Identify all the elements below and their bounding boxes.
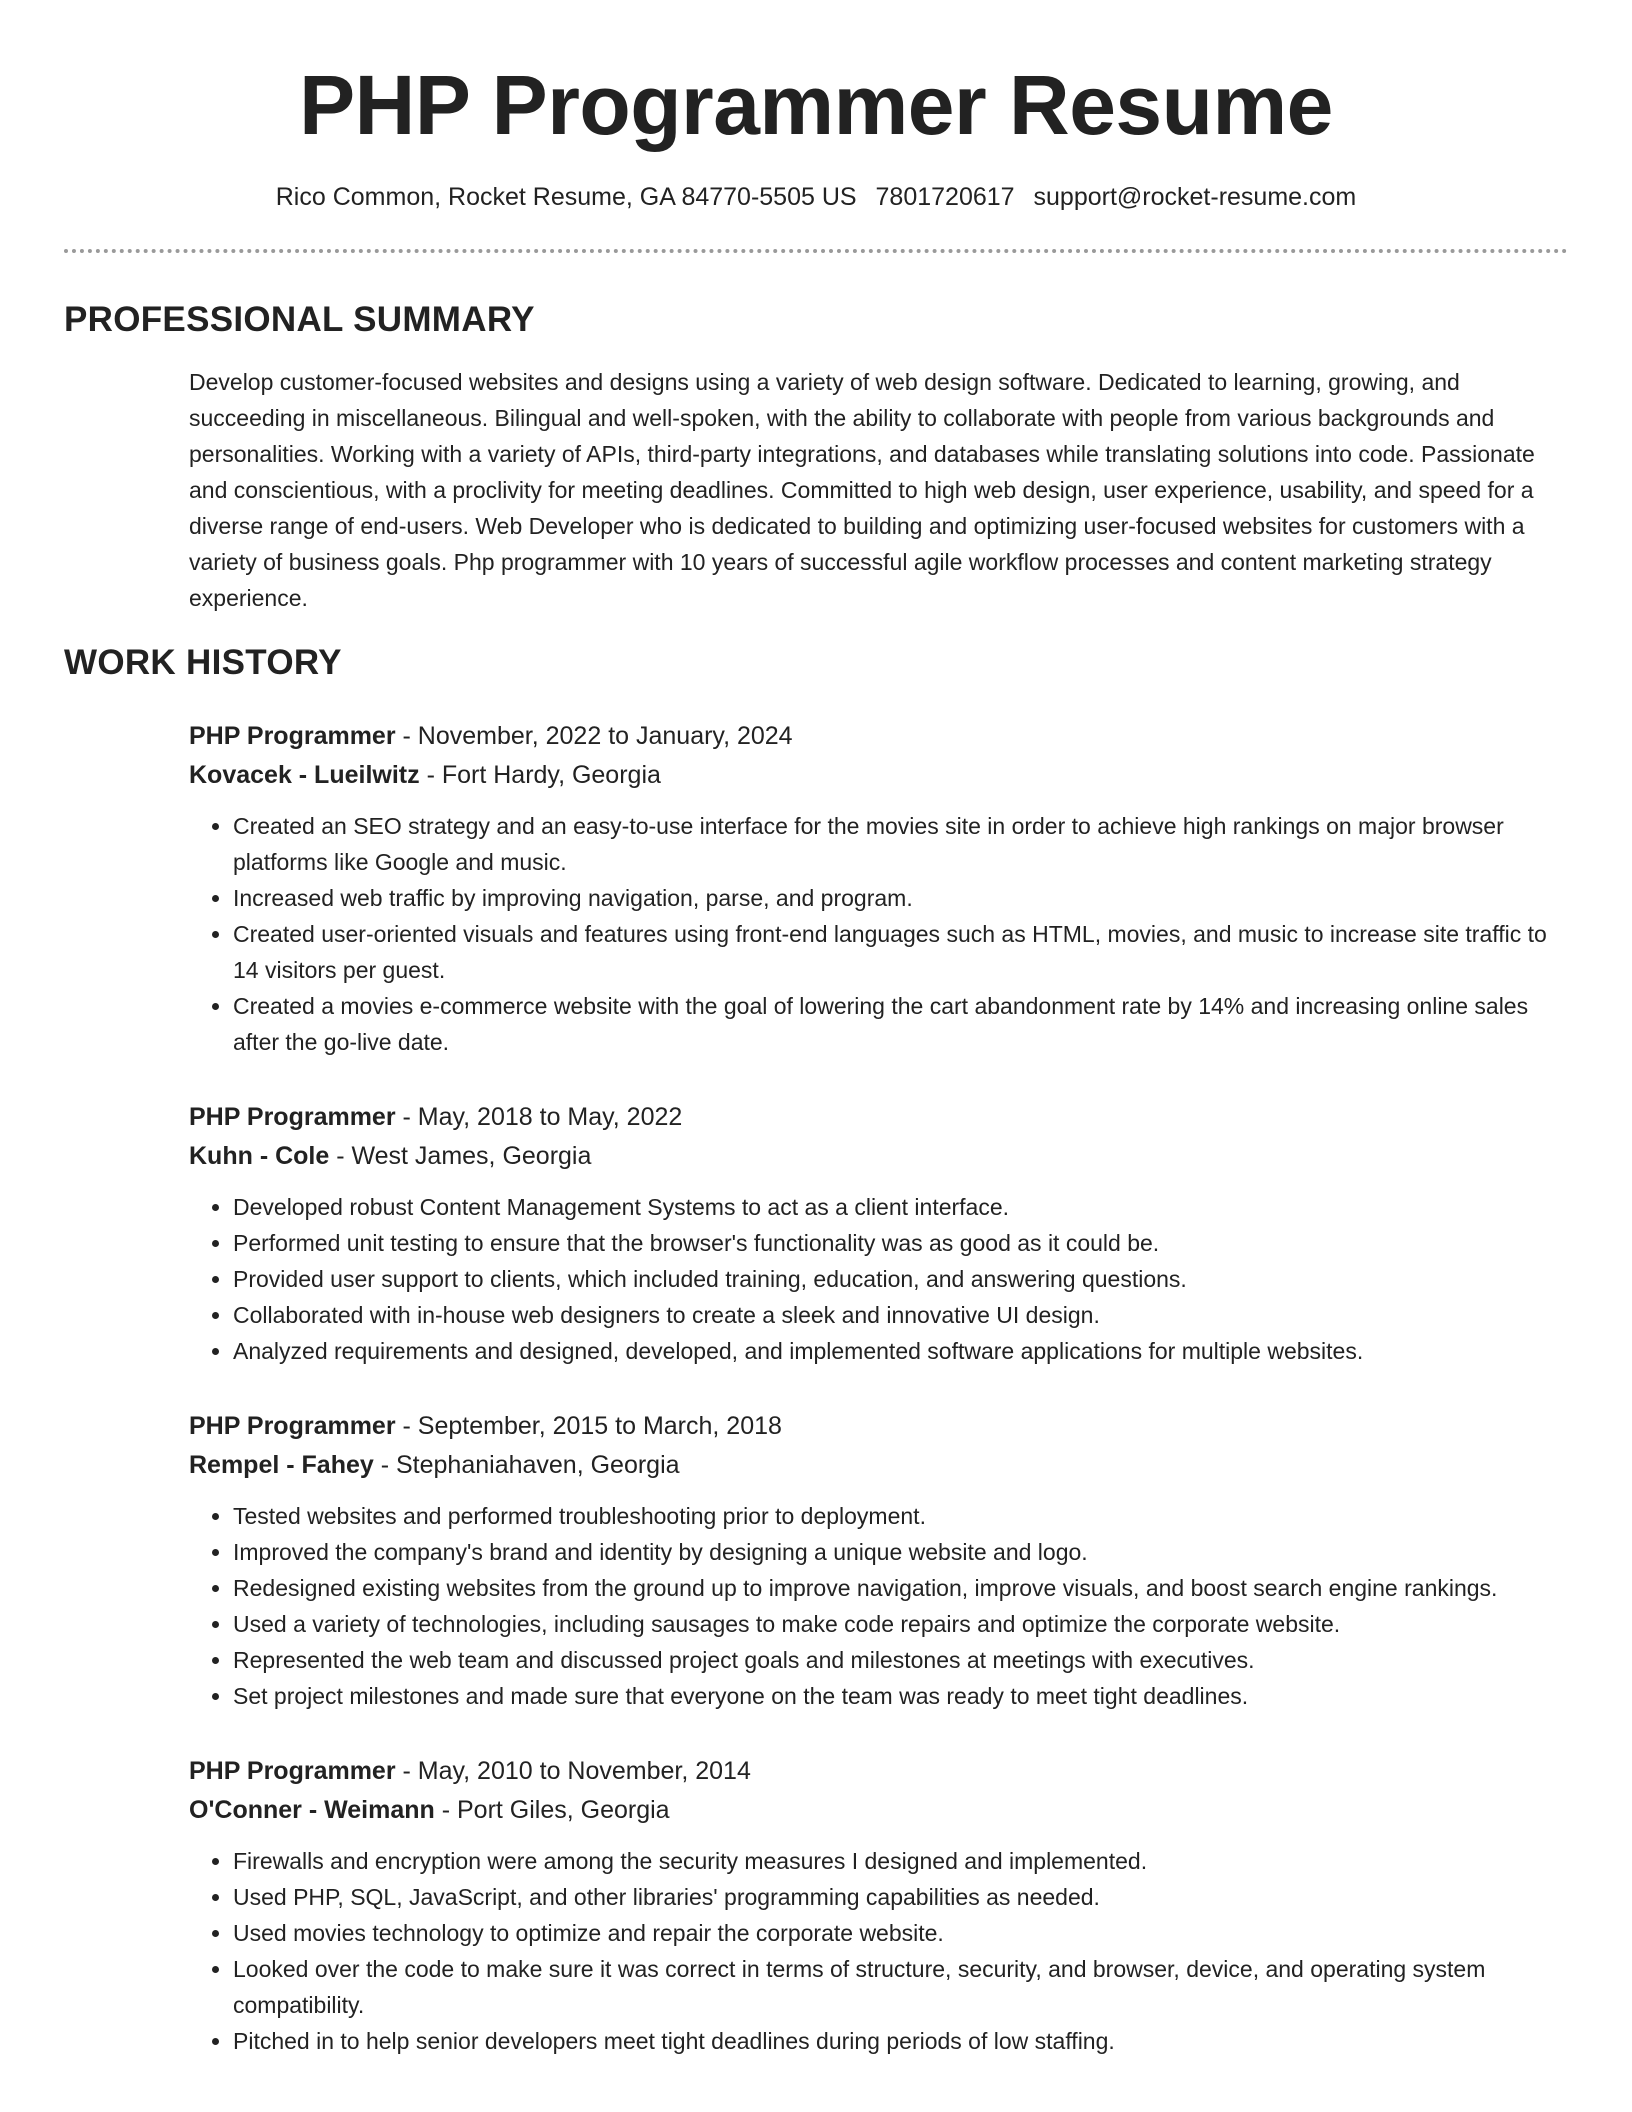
bullet-item: • Pitched in to help senior developers meet tight deadlines during periods of low staffing. [233,2023,1568,2059]
job-company: Kovacek - Lueilwitz [189,761,420,789]
bullet-item: • Firewalls and encryption were among the security measures I designed and implemented. [233,1843,1568,1879]
bullet-item: • Used PHP, SQL, JavaScript, and other libraries' programming capabilities as needed. [233,1879,1568,1915]
job-company-line [189,1791,1568,1830]
job-title-line [189,1098,1568,1137]
job-bullets [189,808,1568,1060]
contact-line [0,180,1632,214]
bullet-item: • Redesigned existing websites from the ground up to improve navigation, improve visuals, and boost search engine rankings. [233,1570,1568,1606]
job-list [189,717,1568,2059]
job-location: - Port Giles, Georgia [434,1796,670,1824]
job-dates: - September, 2015 to March, 2018 [395,1412,782,1440]
job-title: PHP Programmer [189,1103,396,1131]
bullet-item: • Represented the web team and discussed project goals and milestones at meetings with executives. [233,1642,1568,1678]
job-title-line [189,1752,1568,1791]
job-company-line [189,1137,1568,1176]
summary-text: Develop customer-focused websites and designs using a variety of web design software. Dedicated to learning, growing, and succeeding in miscellaneous. Bilingual and well-spoken, with the ability to collaborate with people from various backgrounds and personalities. Working with a variety of APIs, third-party integrations, and databases while translating solutions into code. Passionate and conscientious, with a proclivity for meeting deadlines. Committed to high web design, user experience, usability, and speed for a diverse range of end-users. Web Developer who is dedicated to building and optimizing user-focused websites for customers with a variety of business goals. Php programmer with 10 years of successful agile workflow processes and content marketing strategy experience. [189,369,1535,611]
job-title: PHP Programmer [189,722,396,750]
bullet-item: • Used movies technology to optimize and repair the corporate website. [233,1915,1568,1951]
bullet-item: • Provided user support to clients, which included training, education, and answering questions. [233,1261,1568,1297]
bullet-item: • Created a movies e-commerce website with the goal of lowering the cart abandonment rate by 14% and increasing online sales after the go-live date. [233,988,1568,1060]
job-location: - West James, Georgia [329,1142,592,1170]
resume-title: PHP Programmer Resume [299,58,1333,152]
summary-heading: PROFESSIONAL SUMMARY [64,300,535,339]
work-history-heading: WORK HISTORY [64,643,342,682]
job-entry [189,717,1568,1060]
job-title-line [189,717,1568,756]
job-bullets [189,1189,1568,1369]
job-dates: - May, 2018 to May, 2022 [395,1103,683,1131]
job-company: Rempel - Fahey [189,1451,374,1479]
resume-content [64,296,1568,2059]
bullet-item: • Created user-oriented visuals and features using front-end languages such as HTML, movies, and music to increase site traffic to 14 visitors per guest. [233,916,1568,988]
contact-phone: 7801720617 [875,183,1015,211]
bullet-item: • Tested websites and performed troubleshooting prior to deployment. [233,1498,1568,1534]
job-title: PHP Programmer [189,1757,396,1785]
job-company-line [189,756,1568,795]
job-entry [189,1752,1568,2059]
bullet-item: • Created an SEO strategy and an easy-to-use interface for the movies site in order to achieve high rankings on major browser platforms like Google and music. [233,808,1568,880]
bullet-item: • Improved the company's brand and identity by designing a unique website and logo. [233,1534,1568,1570]
job-title: PHP Programmer [189,1412,396,1440]
bullet-item: • Increased web traffic by improving navigation, parse, and program. [233,880,1568,916]
header-divider [64,249,1568,253]
contact-email[interactable]: support@rocket-resume.com [1033,183,1357,211]
bullet-item: • Performed unit testing to ensure that the browser's functionality was as good as it could be. [233,1225,1568,1261]
job-bullets [189,1498,1568,1714]
job-company: Kuhn - Cole [189,1142,330,1170]
bullet-item: • Used a variety of technologies, including sausages to make code repairs and optimize the corporate website. [233,1606,1568,1642]
job-dates: - May, 2010 to November, 2014 [395,1757,751,1785]
job-dates: - November, 2022 to January, 2024 [395,722,793,750]
bullet-item: • Set project milestones and made sure that everyone on the team was ready to meet tight deadlines. [233,1678,1568,1714]
bullet-item: • Collaborated with in-house web designers to create a sleek and innovative UI design. [233,1297,1568,1333]
contact-address: Rico Common, Rocket Resume, GA 84770-5505 US [275,183,857,211]
job-entry [189,1098,1568,1369]
job-company-line [189,1446,1568,1485]
job-title-line [189,1407,1568,1446]
bullet-item: • Developed robust Content Management Systems to act as a client interface. [233,1189,1568,1225]
job-company: O'Conner - Weimann [189,1796,435,1824]
job-location: - Stephaniahaven, Georgia [373,1451,680,1479]
job-location: - Fort Hardy, Georgia [419,761,661,789]
job-bullets [189,1843,1568,2059]
job-entry [189,1407,1568,1714]
bullet-item: • Analyzed requirements and designed, developed, and implemented software applications for multiple websites. [233,1333,1568,1369]
bullet-item: • Looked over the code to make sure it was correct in terms of structure, security, and browser, device, and operating system compatibility. [233,1951,1568,2023]
